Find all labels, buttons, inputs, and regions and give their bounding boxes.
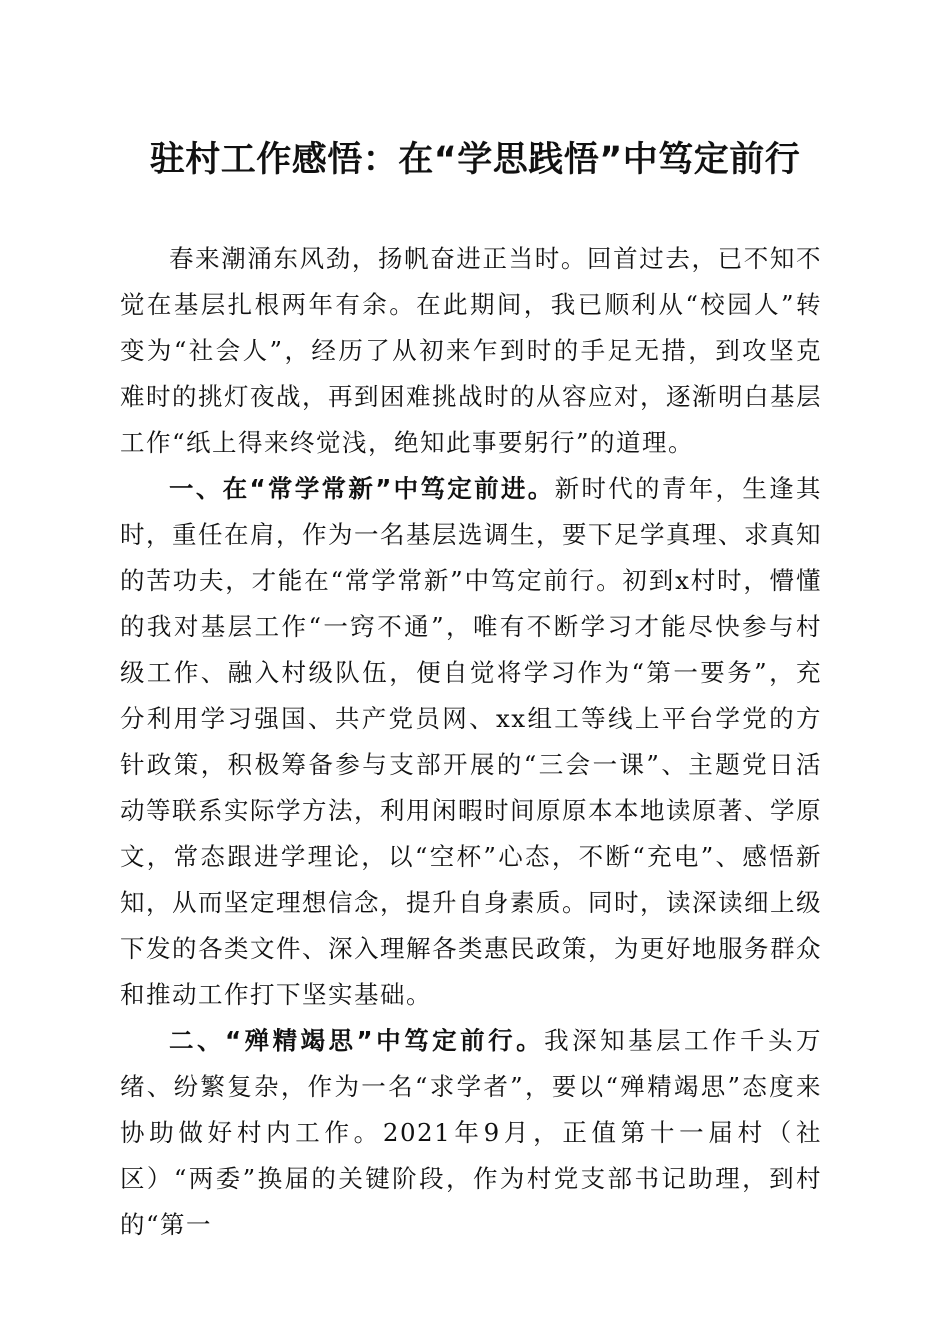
section-2-text: 我深知基层工作千头万绪、纷繁复杂，作为一名“求学者”，要以“殚精竭思”态度来协助做好村内工作。2021年9月，正值第十一届村（社区）“两委”换届的关键阶段，作为村党支部书记助理，到村的“第一 <box>120 1026 823 1239</box>
section-1-heading: 一、在“常学常新”中笃定前进。 <box>169 474 555 503</box>
paragraph-section-1 <box>120 466 822 1018</box>
document-body <box>120 236 822 1248</box>
document-title: 驻村工作感悟：在“学思践悟”中笃定前行 <box>149 140 801 180</box>
paragraph-intro <box>120 236 822 466</box>
paragraph-section-2 <box>120 1018 822 1248</box>
section-1-text: 新时代的青年，生逢其时，重任在肩，作为一名基层选调生，要下足学真理、求真知的苦功夫，才能在“常学常新”中笃定前行。初到x村时，懵懂的我对基层工作“一窍不通”，唯有不断学习才能尽快参与村级工作、融入村级队伍，便自觉将学习作为“第一要务”，充分利用学习强国、共产党员网、xx组工等线上平台学党的方针政策，积极筹备参与支部开展的“三会一课”、主题党日活动等联系实际学方法，利用闲暇时间原原本本地读原著、学原文，常态跟进学理论，以“空杯”心态，不断“充电”、感悟新知，从而坚定理想信念，提升自身素质。同时，读深读细上级下发的各类文件、深入理解各类惠民政策，为更好地服务群众和推动工作打下坚实基础。 <box>120 474 823 1009</box>
paragraph-intro-text: 春来潮涌东风劲，扬帆奋进正当时。回首过去，已不知不觉在基层扎根两年有余。在此期间，我已顺利从“校园人”转变为“社会人”，经历了从初来乍到时的手足无措，到攻坚克难时的挑灯夜战，再到困难挑战时的从容应对，逐渐明白基层工作“纸上得来终觉浅，绝知此事要躬行”的道理。 <box>120 244 822 457</box>
section-2-heading: 二、“殚精竭思”中笃定前行。 <box>169 1026 545 1055</box>
